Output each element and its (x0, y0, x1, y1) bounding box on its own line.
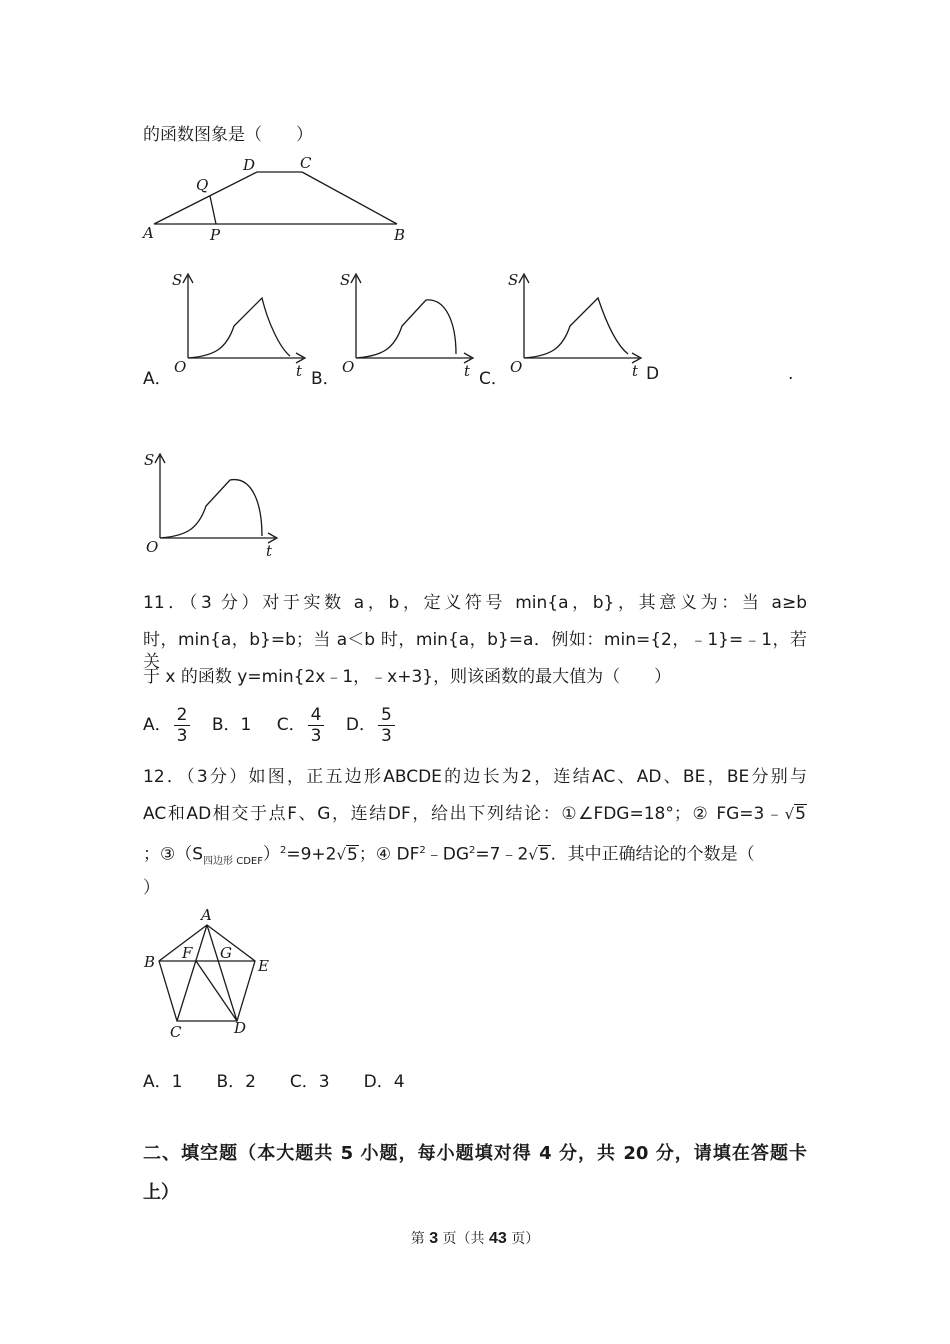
pentagon-figure (140, 905, 280, 1040)
label-C: C (170, 1023, 182, 1041)
axis-s-label: S (340, 271, 351, 289)
fraction-denominator: 3 (176, 725, 188, 746)
axis-s-label: S (508, 271, 519, 289)
axis-t-label: t (296, 362, 303, 380)
label-F: F (182, 944, 193, 962)
label-B: B (394, 226, 406, 244)
sqrt-sign: √ (336, 845, 347, 864)
q12-subscript: 四边形 CDEF (203, 856, 263, 868)
origin-label: O (510, 358, 523, 376)
sqrt-radicand: 5 (538, 844, 550, 865)
q11-line-1: 11．（3 分）对于实数 a，b，定义符号 min{a，b}，其意义为：当 a≥b (143, 593, 807, 613)
sqrt-sign: √ (528, 845, 538, 864)
q10-option-c-label: C． (479, 369, 508, 389)
section-2-heading-line-1: 二、填空题（本大题共 5 小题，每小题填对得 4 分，共 20 分，请填在答题卡 (143, 1143, 807, 1164)
q11-line-2: 时，min{a，b}=b；当 a＜b 时，min{a，b}=a．例如：min={2，﹣1}=﹣1，若关 (143, 630, 807, 672)
footer-suffix: 页） (506, 1231, 540, 1247)
label-P: P (210, 226, 221, 244)
origin-label: O (146, 538, 159, 556)
q10-text: 的函数图象是（ ） (143, 125, 313, 145)
trapezoid-figure (140, 152, 420, 247)
fraction-numerator: 5 (378, 705, 395, 726)
section-2-heading-line-2: 上） (143, 1182, 179, 1203)
q11-option-a-label: A． (143, 715, 172, 735)
axis-t-label: t (464, 362, 471, 380)
axis-t-label: t (632, 362, 639, 380)
q12-superscript: 2 (469, 845, 476, 856)
q12-superscript: 2 (279, 845, 287, 856)
axis-s-label: S (172, 271, 183, 289)
q10-option-d-label: D (646, 364, 660, 384)
label-D: D (243, 156, 256, 174)
footer-prefix: 第 (410, 1231, 430, 1247)
q12-line-2 (143, 803, 807, 825)
fraction-numerator: 2 (174, 705, 191, 726)
q10-option-d-end: . (788, 364, 794, 384)
q10-option-b-label: B． (311, 369, 340, 389)
graph-option-a (168, 268, 308, 378)
fraction-denominator: 3 (310, 725, 322, 746)
label-A: A (143, 224, 154, 242)
q12-text: ．其中正确结论的个数是（ (550, 844, 755, 865)
graph-option-c (504, 268, 644, 378)
fraction-denominator: 3 (380, 725, 392, 746)
label-C: C (300, 154, 312, 172)
q12-line-1: 12．（3分）如图，正五边形ABCDE的边长为2，连结AC、AD、BE，BE分别与 (143, 767, 807, 787)
q12-line-3 (143, 840, 755, 873)
q12-superscript: 2 (419, 845, 426, 856)
label-Q: Q (196, 176, 209, 194)
q10-option-a-label: A． (143, 369, 172, 389)
label-B: B (144, 953, 156, 971)
q12-text: ；④ DF (358, 844, 420, 865)
label-A: A (201, 906, 212, 924)
q11-option-a-fraction (174, 705, 191, 746)
q12-line-2-text: AC和AD相交于点F、G，连结DF，给出下列结论：①∠FDG=18°；② FG=3﹣ (143, 804, 785, 824)
q12-text: =9+2 (286, 844, 337, 865)
q11-line-3: 于 x 的函数 y=min{2x﹣1，﹣x+3}，则该函数的最大值为（ ） (143, 667, 672, 687)
sqrt-radicand: 5 (795, 804, 806, 824)
label-G: G (220, 944, 232, 962)
axis-t-label: t (266, 542, 273, 560)
q11-options (143, 703, 397, 747)
axis-s-label: S (144, 451, 155, 469)
fraction-numerator: 4 (308, 705, 325, 726)
q11-option-d-label: D． (345, 715, 376, 735)
q12-options: A．1 B．2 C．3 D．4 (143, 1072, 405, 1092)
q11-option-d-fraction (378, 705, 395, 746)
sqrt-sign: √ (784, 805, 795, 823)
q11-option-b: B．1 (211, 715, 252, 735)
origin-label: O (174, 358, 187, 376)
page-number: 3 (429, 1230, 439, 1247)
q12-text: ） (262, 844, 280, 865)
label-D: D (234, 1019, 247, 1037)
label-E: E (258, 957, 269, 975)
graph-option-d (140, 448, 280, 558)
origin-label: O (342, 358, 355, 376)
q11-option-c-fraction (308, 705, 325, 746)
q12-text: ；③（S (143, 844, 204, 865)
page-footer (0, 1228, 950, 1248)
q12-line-4: ） (143, 878, 160, 898)
q12-text: =7﹣2 (475, 844, 529, 865)
sqrt-radicand: 5 (347, 844, 358, 865)
footer-middle: 页（共 (438, 1231, 489, 1247)
total-pages: 43 (489, 1230, 507, 1247)
q11-option-c-label: C． (276, 715, 306, 735)
graph-option-b (336, 268, 476, 378)
q12-text: ﹣DG (425, 844, 470, 865)
